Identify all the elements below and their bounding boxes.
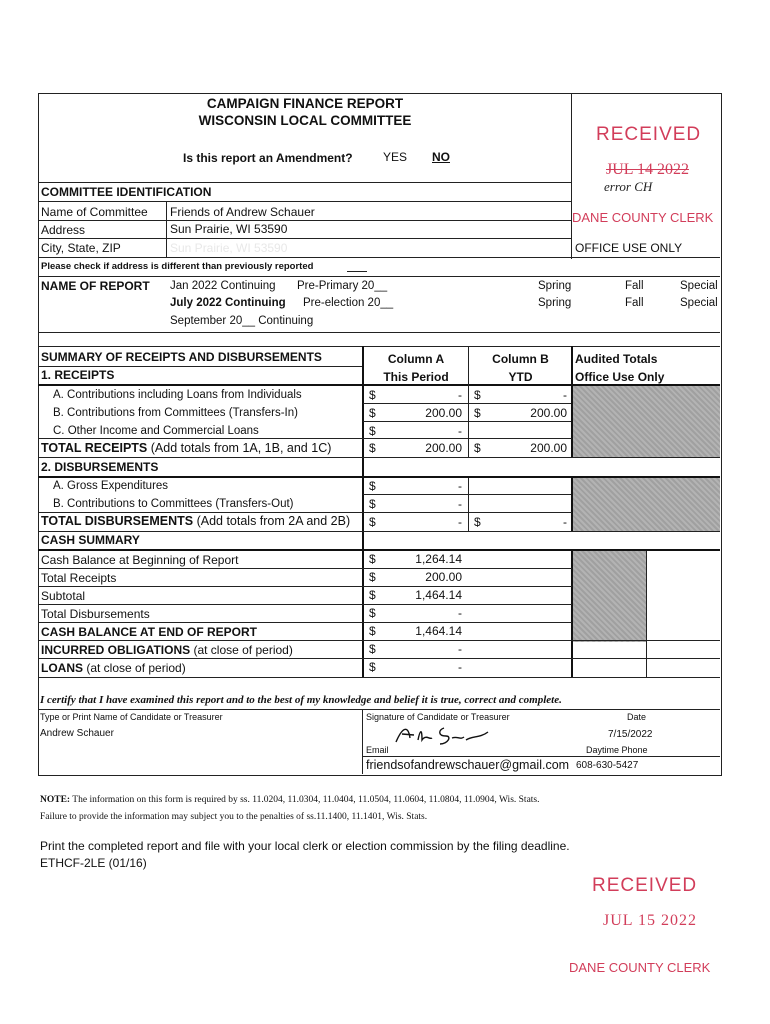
amendment-question: Is this report an Amendment? <box>183 151 353 165</box>
received-date-top: JUL 14 2022 <box>606 161 689 178</box>
signature-image <box>392 718 492 750</box>
currency-sign: $ <box>369 424 376 438</box>
incurred-bold: INCURRED OBLIGATIONS <box>41 643 191 657</box>
address-label: Address <box>41 223 86 237</box>
form-title-line2: WISCONSIN LOCAL COMMITTEE <box>198 113 412 128</box>
city-label: City, State, ZIP <box>41 241 121 255</box>
currency-sign: $ <box>369 624 376 638</box>
disb-2b-label: B. Contributions to Committees (Transfers-Out) <box>53 498 294 510</box>
receipts-title: 1. RECEIPTS <box>41 368 115 382</box>
date-label: Date <box>627 712 647 722</box>
office-column-divider <box>571 93 572 259</box>
phone-value: 608-630-5427 <box>576 760 639 771</box>
currency-sign: $ <box>369 406 376 420</box>
total-receipts-note: (Add totals from 1A, 1B, and 1C) <box>147 441 332 455</box>
currency-sign: $ <box>369 642 376 656</box>
rule <box>166 201 167 258</box>
rule <box>38 622 572 623</box>
report-pre-primary: Pre-Primary 20__ <box>297 280 388 292</box>
currency-sign: $ <box>474 441 481 455</box>
d2a-col-a: - <box>458 479 462 493</box>
total-disbursements-note: (Add totals from 2A and 2B) <box>193 514 351 528</box>
cash-disbursements-label: Total Disbursements <box>41 607 150 621</box>
name-value: Andrew Schauer <box>40 728 114 739</box>
filing-instruction: Print the completed report and file with your local clerk or election commission by the filing deadline. <box>40 839 570 853</box>
disb-2a-label: A. Gross Expenditures <box>53 480 169 492</box>
currency-sign: $ <box>369 515 376 529</box>
r1c-col-a: - <box>458 424 462 438</box>
rule <box>38 220 572 221</box>
total-disbursements-bold: TOTAL DISBURSEMENTS <box>41 514 194 528</box>
incurred-note: (at close of period) <box>190 643 293 657</box>
rule <box>38 512 572 513</box>
received-stamp-top: RECEIVED <box>596 124 702 145</box>
total-receipts-label <box>41 441 331 455</box>
report-spring-1: Spring <box>538 280 572 292</box>
rule <box>38 346 720 347</box>
email-value: friendsofandrewschauer@gmail.com <box>366 758 570 772</box>
currency-sign: $ <box>474 515 481 529</box>
signature-label: Signature of Candidate or Treasurer <box>366 712 510 722</box>
disbursements-title: 2. DISBURSEMENTS <box>41 460 159 474</box>
r1b-col-b: 200.00 <box>530 406 567 420</box>
total-disb-col-b: - <box>563 515 567 529</box>
form-title <box>40 95 570 129</box>
rule <box>38 201 572 202</box>
r1a-col-b: - <box>563 388 567 402</box>
rule <box>38 438 572 439</box>
legal-note-line2: Failure to provide the information may subject you to the penalties of ss.11.1400, 11.1401, Wis. Stats. <box>40 812 428 822</box>
total-disbursements-label <box>41 514 350 528</box>
incurred-obligations-label <box>41 643 293 657</box>
rule <box>38 531 720 532</box>
rule <box>38 677 720 678</box>
report-july: July 2022 Continuing <box>170 297 286 309</box>
cash-subtotal-label: Subtotal <box>41 589 86 603</box>
cash-end-value: 1,464.14 <box>415 624 462 638</box>
rule <box>38 457 720 458</box>
currency-sign: $ <box>369 606 376 620</box>
currency-sign: $ <box>369 479 376 493</box>
currency-sign: $ <box>369 497 376 511</box>
clerk-stamp-top: DANE COUNTY CLERK <box>572 210 714 225</box>
audited-subtitle: Office Use Only <box>575 370 665 384</box>
cash-end-label: CASH BALANCE AT END OF REPORT <box>41 625 257 639</box>
rule <box>38 709 720 710</box>
rule <box>38 257 720 258</box>
receipts-1c-label: C. Other Income and Commercial Loans <box>53 425 259 437</box>
report-spring-2: Spring <box>538 297 572 309</box>
cash-receipts-label: Total Receipts <box>41 571 117 585</box>
report-september: September 20__ Continuing <box>170 315 314 327</box>
rule <box>347 271 367 272</box>
cash-summary-title: CASH SUMMARY <box>41 533 140 547</box>
currency-sign: $ <box>474 388 481 402</box>
currency-sign: $ <box>369 588 376 602</box>
received-stamp-bottom: RECEIVED <box>592 875 698 896</box>
cash-receipts-value: 200.00 <box>425 570 462 584</box>
loans-label <box>41 661 186 675</box>
receipts-1a-label: A. Contributions including Loans from Individuals <box>53 389 302 401</box>
rule <box>363 756 720 757</box>
form-title-line1: CAMPAIGN FINANCE REPORT <box>206 96 404 111</box>
rule <box>38 640 720 641</box>
column-b-subtitle: YTD <box>508 370 533 384</box>
rule <box>38 366 363 367</box>
cash-disbursements-value: - <box>458 606 462 620</box>
rule <box>38 182 572 183</box>
certification-statement: I certify that I have examined this report and to the best of my knowledge and belief it is true, correct and complete. <box>40 694 562 706</box>
column-b-title: Column B <box>492 352 549 366</box>
report-jan: Jan 2022 Continuing <box>170 280 276 292</box>
rule <box>38 568 572 569</box>
rule <box>363 421 571 422</box>
report-pre-election: Pre-election 20__ <box>303 297 394 309</box>
rule <box>468 476 469 532</box>
audited-title: Audited Totals <box>575 352 658 366</box>
column-a-header <box>363 350 469 386</box>
committee-section-title: COMMITTEE IDENTIFICATION <box>41 185 212 199</box>
rule <box>38 332 720 333</box>
total-disb-col-a: - <box>458 515 462 529</box>
report-special-2: Special <box>680 297 718 309</box>
email-label: Email <box>366 745 389 755</box>
cash-subtotal-value: 1,464.14 <box>415 588 462 602</box>
note-text: The information on this form is required by ss. 11.0204, 11.0304, 11.0404, 11.0504, 11.0604, 11.0804, 11.0904, Wis. Stats. <box>70 795 540 805</box>
rule <box>38 276 720 277</box>
total-receipts-col-b: 200.00 <box>530 441 567 455</box>
amendment-yes: YES <box>383 150 408 164</box>
incurred-value: - <box>458 642 462 656</box>
rule <box>362 709 363 774</box>
summary-title: SUMMARY OF RECEIPTS AND DISBURSEMENTS <box>41 350 322 364</box>
report-special-1: Special <box>680 280 718 292</box>
cash-begin-value: 1,264.14 <box>415 552 462 566</box>
office-use-shaded-receipts <box>573 386 720 457</box>
note-label: NOTE: <box>40 795 71 805</box>
committee-name-label: Name of Committee <box>41 205 148 219</box>
legal-note <box>40 792 740 826</box>
loans-bold: LOANS <box>41 661 83 675</box>
office-use-only: OFFICE USE ONLY <box>575 241 683 255</box>
currency-sign: $ <box>369 660 376 674</box>
currency-sign: $ <box>369 441 376 455</box>
amendment-no: NO <box>432 150 450 164</box>
rule <box>363 403 571 404</box>
handwritten-note: error CH <box>604 179 653 194</box>
address-value: Sun Prairie, WI 53590 <box>170 222 288 236</box>
rule <box>363 494 571 495</box>
r1a-col-a: - <box>458 388 462 402</box>
phone-label: Daytime Phone <box>586 745 648 755</box>
total-receipts-col-a: 200.00 <box>425 441 462 455</box>
total-receipts-bold: TOTAL RECEIPTS <box>41 441 148 455</box>
name-label: Type or Print Name of Candidate or Treasurer <box>40 712 223 722</box>
office-use-shaded-disbursements <box>573 477 720 531</box>
loans-value: - <box>458 660 462 674</box>
cash-begin-label: Cash Balance at Beginning of Report <box>41 553 239 567</box>
report-fall-1: Fall <box>625 280 644 292</box>
currency-sign: $ <box>474 406 481 420</box>
report-name-label: NAME OF REPORT <box>41 279 150 293</box>
city-value: Sun Prairie, WI 53590 <box>170 241 288 255</box>
clerk-stamp-bottom: DANE COUNTY CLERK <box>569 960 711 975</box>
currency-sign: $ <box>369 552 376 566</box>
r1b-col-a: 200.00 <box>425 406 462 420</box>
column-a-subtitle: This Period <box>383 370 449 384</box>
report-fall-2: Fall <box>625 297 644 309</box>
committee-name-value: Friends of Andrew Schauer <box>170 205 315 219</box>
loans-note: (at close of period) <box>83 661 186 675</box>
d2b-col-a: - <box>458 497 462 511</box>
rule <box>38 476 720 478</box>
form-id: ETHCF-2LE (01/16) <box>40 856 147 870</box>
date-value: 7/15/2022 <box>608 729 653 740</box>
receipts-1b-label: B. Contributions from Committees (Transfers-In) <box>53 407 298 419</box>
legal-note-line1 <box>40 792 740 809</box>
column-b-header <box>469 350 572 386</box>
audited-header <box>575 350 664 386</box>
currency-sign: $ <box>369 388 376 402</box>
rule <box>38 549 720 551</box>
address-check-note: Please check if address is different than previously reported <box>41 261 314 272</box>
rule <box>38 658 720 659</box>
column-a-title: Column A <box>387 352 445 366</box>
rule <box>38 604 572 605</box>
rule <box>38 238 572 239</box>
rule <box>38 586 572 587</box>
received-date-bottom: JUL 15 2022 <box>603 912 697 929</box>
currency-sign: $ <box>369 570 376 584</box>
rule <box>468 346 469 458</box>
office-use-shaded-cash <box>573 551 646 642</box>
